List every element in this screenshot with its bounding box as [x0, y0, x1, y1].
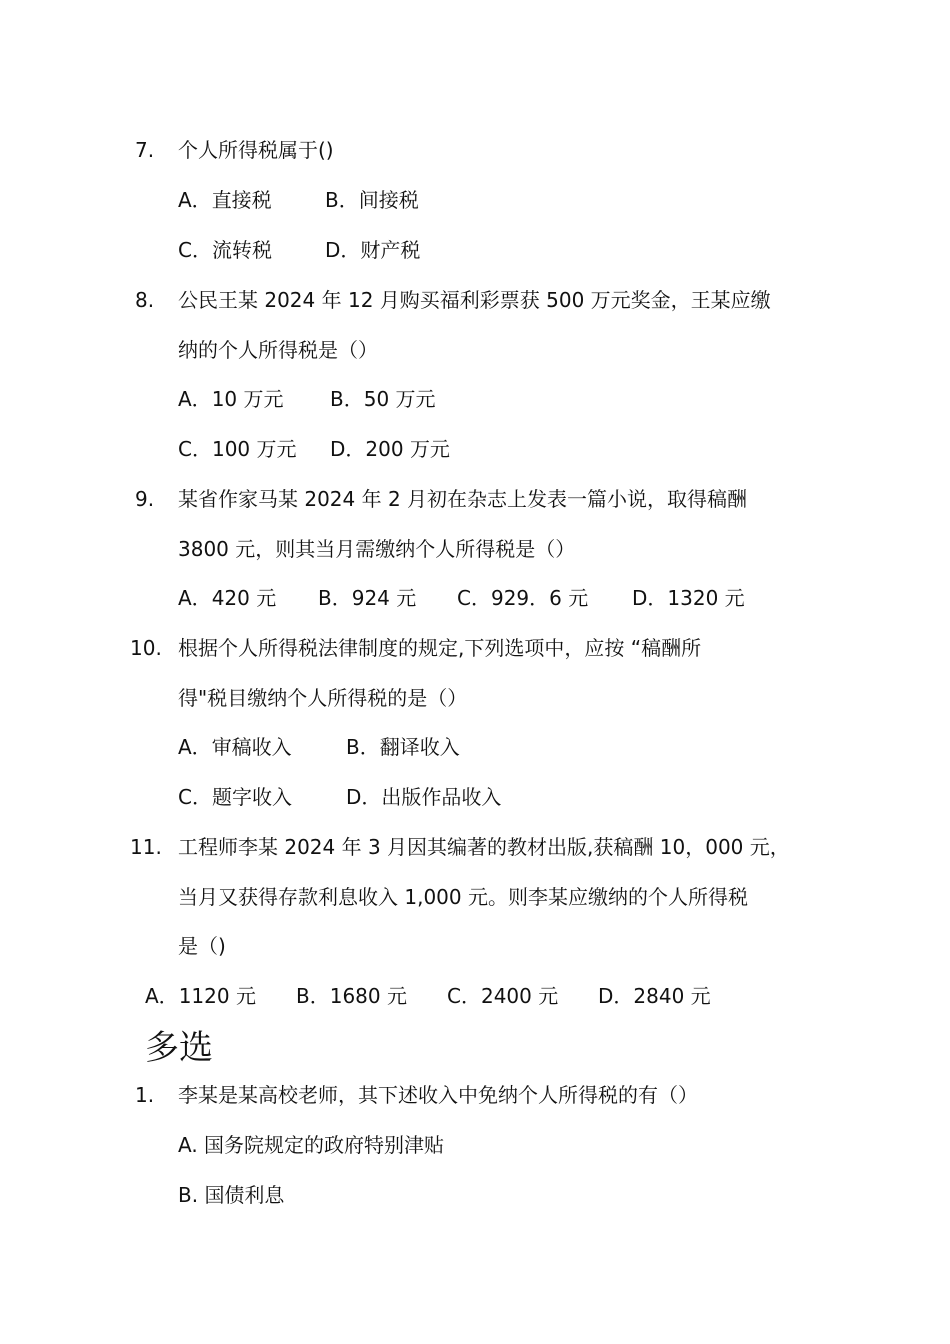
option-letter: B． — [318, 586, 352, 610]
option-letter: B． — [330, 387, 364, 411]
option-text: 1680 元 — [329, 984, 407, 1008]
question-text: 是（) — [178, 934, 226, 958]
option-a — [178, 385, 284, 413]
option-c — [457, 584, 588, 612]
option-letter: A． — [178, 735, 212, 759]
question-text: 李某是某高校老师，其下述收入中免纳个人所得税的有（） — [178, 1083, 698, 1107]
option-b — [346, 733, 460, 761]
option-d — [598, 982, 711, 1010]
question-text: 纳的个人所得税是（） — [178, 338, 378, 362]
option-b — [325, 186, 419, 214]
option-letter: A. — [178, 1133, 198, 1157]
option-letter: A． — [178, 387, 212, 411]
option-text: 2400 元 — [480, 984, 559, 1008]
question-number: 7. — [135, 138, 155, 162]
option-letter: D． — [598, 984, 634, 1008]
option-text: 1320 元 — [667, 586, 745, 610]
option-letter: C． — [447, 984, 481, 1008]
question-text: 某省作家马某 2024 年 2 月初在杂志上发表一篇小说，取得稿酬 — [178, 487, 748, 511]
option-d — [346, 783, 501, 811]
option-text: 929．6 元 — [490, 586, 589, 610]
option-letter: B． — [296, 984, 330, 1008]
option-text: 题字收入 — [211, 785, 292, 809]
option-b — [318, 584, 416, 612]
question-text: 个人所得税属于() — [178, 138, 334, 162]
option-text: 国务院规定的政府特别津贴 — [204, 1133, 445, 1157]
option-d — [632, 584, 745, 612]
option-letter: A． — [145, 984, 179, 1008]
question-number: 1. — [135, 1083, 155, 1107]
option-c — [178, 435, 297, 463]
option-text: 出版作品收入 — [381, 785, 502, 809]
option-letter: A． — [178, 188, 212, 212]
option-text: 420 元 — [211, 586, 277, 610]
option-letter: B. — [178, 1183, 199, 1207]
question-number: 9. — [135, 487, 155, 511]
option-letter: B． — [346, 735, 380, 759]
question-number: 8. — [135, 288, 155, 312]
option-text: 财产税 — [360, 238, 421, 262]
question-text: 当月又获得存款利息收入 1,000 元。则李某应缴纳的个人所得税 — [178, 885, 748, 909]
option-text: 1120 元 — [178, 984, 256, 1008]
section-heading-multi-choice: 多选 — [145, 1028, 213, 1068]
option-text: 流转税 — [211, 238, 272, 262]
option-text: 100 万元 — [211, 437, 297, 461]
option-letter: A． — [178, 586, 212, 610]
option-letter: C． — [178, 785, 212, 809]
question-number: 10. — [130, 636, 162, 660]
option-text: 200 万元 — [365, 437, 450, 461]
option-c — [447, 982, 558, 1010]
option-letter: C． — [178, 238, 212, 262]
question-text: 工程师李某 2024 年 3 月因其编著的教材出版,获稿酬 10，000 元， — [178, 835, 790, 859]
option-d — [325, 236, 420, 264]
option-letter: D． — [632, 586, 668, 610]
option-text: 924 元 — [351, 586, 417, 610]
option-a — [145, 982, 256, 1010]
option-letter: D． — [325, 238, 361, 262]
option-letter: C． — [457, 586, 491, 610]
option-letter: D． — [346, 785, 382, 809]
option-letter: C． — [178, 437, 212, 461]
question-text: 得"税目缴纳个人所得税的是（） — [178, 686, 468, 710]
question-number: 11. — [130, 835, 162, 859]
option-text: 翻译收入 — [379, 735, 460, 759]
option-b — [178, 1181, 284, 1209]
option-text: 10 万元 — [211, 387, 284, 411]
option-letter: D． — [330, 437, 366, 461]
option-c — [178, 783, 292, 811]
option-a — [178, 733, 292, 761]
option-text: 国债利息 — [204, 1183, 285, 1207]
option-text: 直接税 — [211, 188, 272, 212]
option-text: 间接税 — [358, 188, 419, 212]
option-a — [178, 584, 276, 612]
option-b — [330, 385, 436, 413]
option-a — [178, 186, 272, 214]
option-text: 2840 元 — [633, 984, 711, 1008]
question-text: 3800 元，则其当月需缴纳个人所得税是（） — [178, 537, 576, 561]
option-b — [296, 982, 407, 1010]
option-a — [178, 1131, 444, 1159]
option-c — [178, 236, 272, 264]
option-text: 50 万元 — [363, 387, 436, 411]
option-text: 审稿收入 — [211, 735, 292, 759]
question-text: 公民王某 2024 年 12 月购买福利彩票获 500 万元奖金，王某应缴 — [178, 288, 771, 312]
question-text: 根据个人所得税法律制度的规定,下列选项中，应按 “稿酬所 — [178, 636, 702, 660]
option-letter: B． — [325, 188, 359, 212]
option-d — [330, 435, 450, 463]
